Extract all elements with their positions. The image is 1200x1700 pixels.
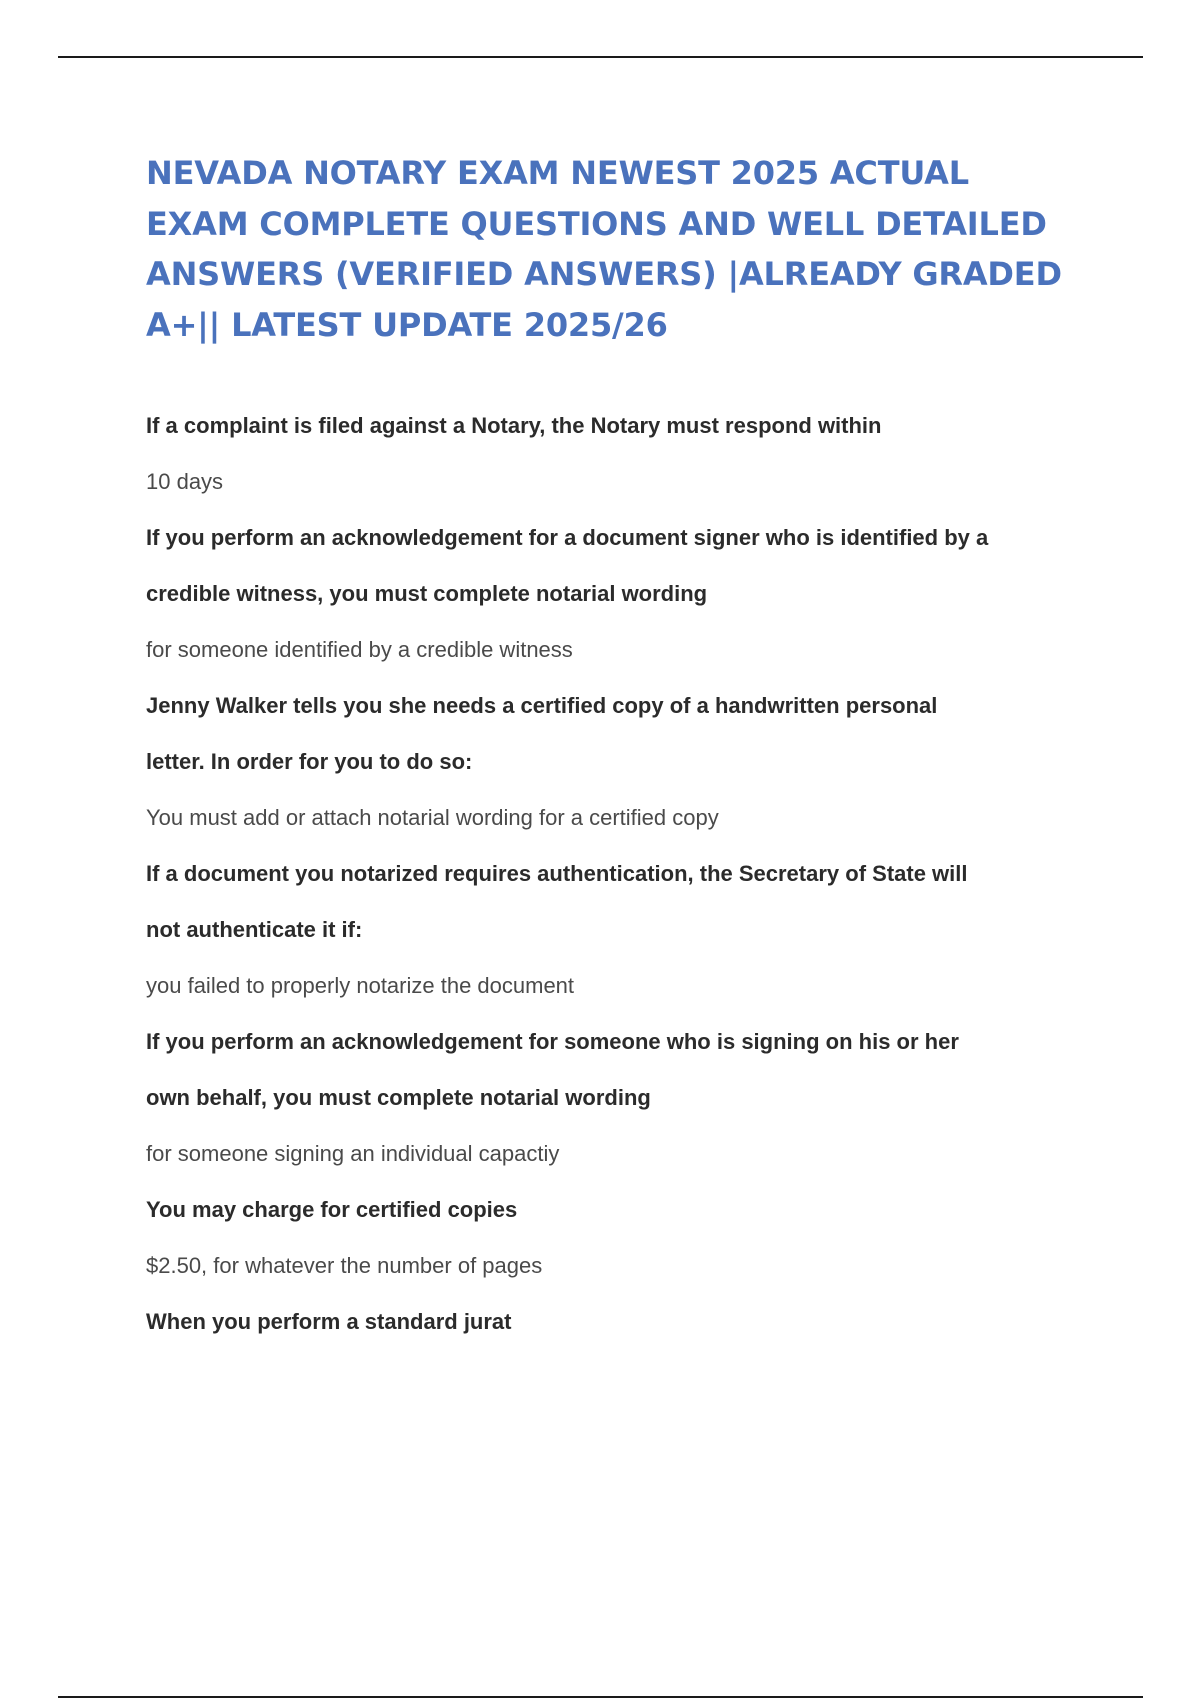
question-text: If a document you notarized requires authentication, the Secretary of State will not authenticate it if: [146,861,968,942]
answer-text: for someone identified by a credible witness [146,637,573,662]
qa-list [146,398,1086,1350]
question-text: You may charge for certified copies [146,1197,518,1222]
qa-item [146,1182,1086,1294]
answer-text: you failed to properly notarize the document [146,973,575,998]
question-text: If you perform an acknowledgement for someone who is signing on his or her own behalf, you must complete notarial wording [146,1029,959,1110]
qa-item [146,678,1086,846]
qa-item [146,510,1086,678]
question-text: If a complaint is filed against a Notary, the Notary must respond within [146,413,882,438]
question-text: If you perform an acknowledgement for a document signer who is identified by a credible witness, you must complete notarial wording [146,525,989,606]
answer-text: $2.50, for whatever the number of pages [146,1253,543,1278]
document-title: NEVADA NOTARY EXAM NEWEST 2025 ACTUAL EXAM COMPLETE QUESTIONS AND WELL DETAILED ANSWERS (VERIFIED ANSWERS) |ALREADY GRADED A+|| LATEST UPDATE 2025/26 [146,154,1062,344]
document-body [146,148,1086,1350]
qa-item [146,846,1086,1014]
bottom-rule [58,1696,1143,1698]
question-text: When you perform a standard jurat [146,1309,512,1334]
qa-item [146,1014,1086,1182]
answer-text: You must add or attach notarial wording for a certified copy [146,805,719,830]
qa-item [146,398,1086,510]
answer-text: for someone signing an individual capactiy [146,1141,560,1166]
question-text: Jenny Walker tells you she needs a certified copy of a handwritten personal letter. In order for you to do so: [146,693,938,774]
answer-text: 10 days [146,469,224,494]
top-rule [58,56,1143,58]
qa-item [146,1294,1086,1350]
